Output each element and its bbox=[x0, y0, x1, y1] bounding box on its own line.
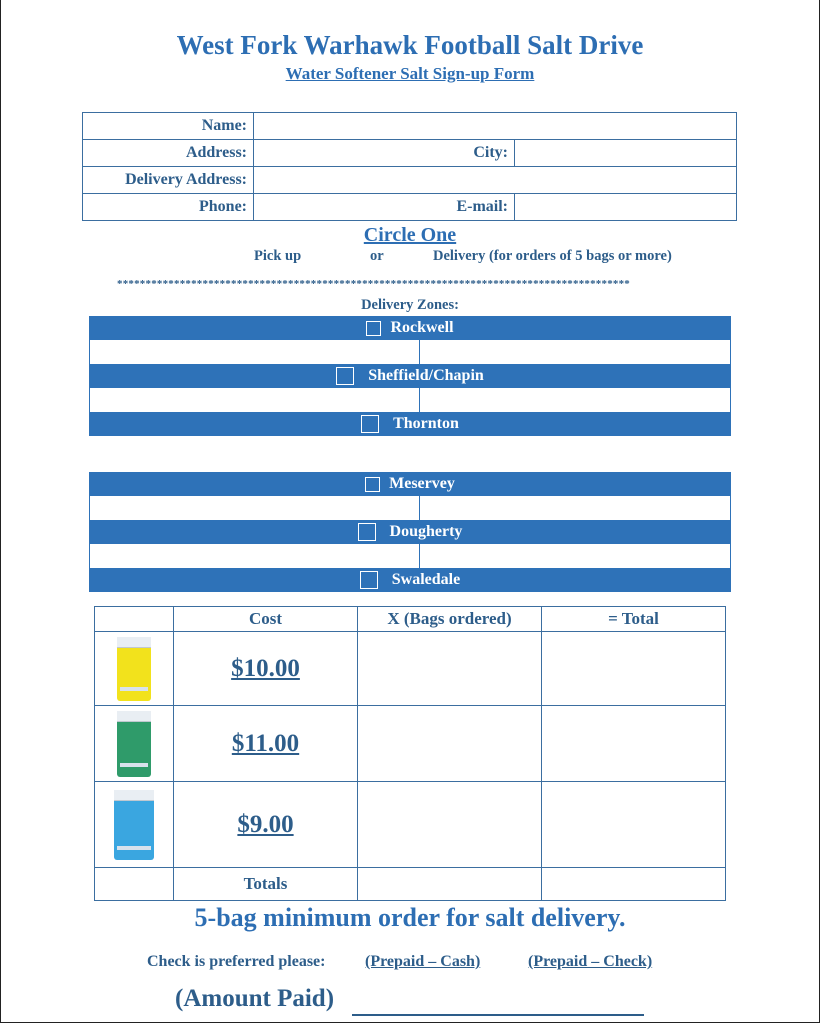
circle-one-heading: Circle One bbox=[363, 224, 457, 246]
zone-spacer bbox=[89, 544, 731, 568]
bags-ordered-cell[interactable] bbox=[358, 782, 542, 868]
zone-thornton[interactable] bbox=[89, 412, 731, 436]
salt-bag-icon bbox=[117, 637, 151, 701]
salt-bag-image bbox=[95, 632, 174, 706]
bags-ordered-cell[interactable] bbox=[358, 706, 542, 782]
total-cell[interactable] bbox=[542, 632, 726, 706]
zone-spacer bbox=[89, 340, 731, 364]
checkbox-icon[interactable] bbox=[365, 477, 380, 492]
checkbox-icon[interactable] bbox=[361, 415, 379, 433]
email-field[interactable] bbox=[515, 194, 737, 221]
salt-bag-icon bbox=[114, 790, 154, 860]
check-preference-text: Check is preferred please: bbox=[147, 953, 326, 970]
zone-swaledale[interactable] bbox=[89, 568, 731, 592]
prepaid-cash-option[interactable]: (Prepaid – Cash) bbox=[365, 953, 481, 970]
price-cell: $11.00 bbox=[174, 706, 358, 782]
zone-dougherty[interactable] bbox=[89, 520, 731, 544]
price-cell: $9.00 bbox=[174, 782, 358, 868]
delivery-zones-label: Delivery Zones: bbox=[361, 297, 459, 313]
zone-spacer bbox=[89, 388, 731, 412]
address-label: Address: bbox=[83, 140, 254, 167]
phone-label: Phone: bbox=[83, 194, 254, 221]
separator-stars: ****************************************************************************************** bbox=[117, 278, 630, 290]
form-subtitle: Water Softener Salt Sign-up Form bbox=[285, 64, 535, 83]
image-header bbox=[95, 607, 174, 632]
cost-header: Cost bbox=[174, 607, 358, 632]
total-cell[interactable] bbox=[542, 706, 726, 782]
checkbox-icon[interactable] bbox=[360, 571, 378, 589]
delivery-address-field[interactable] bbox=[254, 167, 737, 194]
name-label: Name: bbox=[83, 113, 254, 140]
page-title: West Fork Warhawk Football Salt Drive bbox=[176, 30, 644, 60]
totals-label: Totals bbox=[174, 868, 358, 901]
pickup-option[interactable]: Pick up bbox=[254, 248, 302, 264]
zone-label: Rockwell bbox=[390, 319, 454, 336]
price-cell: $10.00 bbox=[174, 632, 358, 706]
or-text: or bbox=[370, 248, 384, 264]
zone-rockwell[interactable] bbox=[89, 316, 731, 340]
prepaid-check-option[interactable]: (Prepaid – Check) bbox=[528, 953, 653, 970]
bags-total-cell[interactable] bbox=[358, 868, 542, 901]
zone-label: Meservey bbox=[389, 475, 455, 492]
salt-bag-image bbox=[95, 782, 174, 868]
email-label: E-mail: bbox=[254, 194, 515, 221]
minimum-order-note: 5-bag minimum order for salt delivery. bbox=[194, 903, 626, 932]
salt-bag-icon bbox=[117, 711, 151, 777]
name-field[interactable] bbox=[254, 113, 737, 140]
zone-label: Swaledale bbox=[391, 571, 461, 588]
grand-total-cell[interactable] bbox=[542, 868, 726, 901]
amount-paid-label: (Amount Paid) bbox=[175, 985, 335, 1012]
totals-spacer bbox=[95, 868, 174, 901]
checkbox-icon[interactable] bbox=[366, 321, 381, 336]
bags-ordered-header: X (Bags ordered) bbox=[358, 607, 542, 632]
total-header: = Total bbox=[542, 607, 726, 632]
contact-info-table bbox=[82, 112, 737, 221]
total-cell[interactable] bbox=[542, 782, 726, 868]
city-label: City: bbox=[254, 140, 515, 167]
delivery-option[interactable]: Delivery (for orders of 5 bags or more) bbox=[433, 248, 672, 264]
order-table bbox=[94, 606, 726, 901]
zone-spacer bbox=[89, 496, 731, 520]
amount-paid-field[interactable] bbox=[352, 1014, 644, 1016]
bags-ordered-cell[interactable] bbox=[358, 632, 542, 706]
salt-bag-image bbox=[95, 706, 174, 782]
checkbox-icon[interactable] bbox=[358, 523, 376, 541]
zone-meservey[interactable] bbox=[89, 472, 731, 496]
checkbox-icon[interactable] bbox=[336, 367, 354, 385]
zone-sheffield-chapin[interactable] bbox=[89, 364, 731, 388]
city-field[interactable] bbox=[515, 140, 737, 167]
delivery-address-label: Delivery Address: bbox=[83, 167, 254, 194]
zone-label: Sheffield/Chapin bbox=[368, 367, 484, 384]
zone-label: Dougherty bbox=[389, 523, 463, 540]
zone-label: Thornton bbox=[393, 415, 459, 432]
